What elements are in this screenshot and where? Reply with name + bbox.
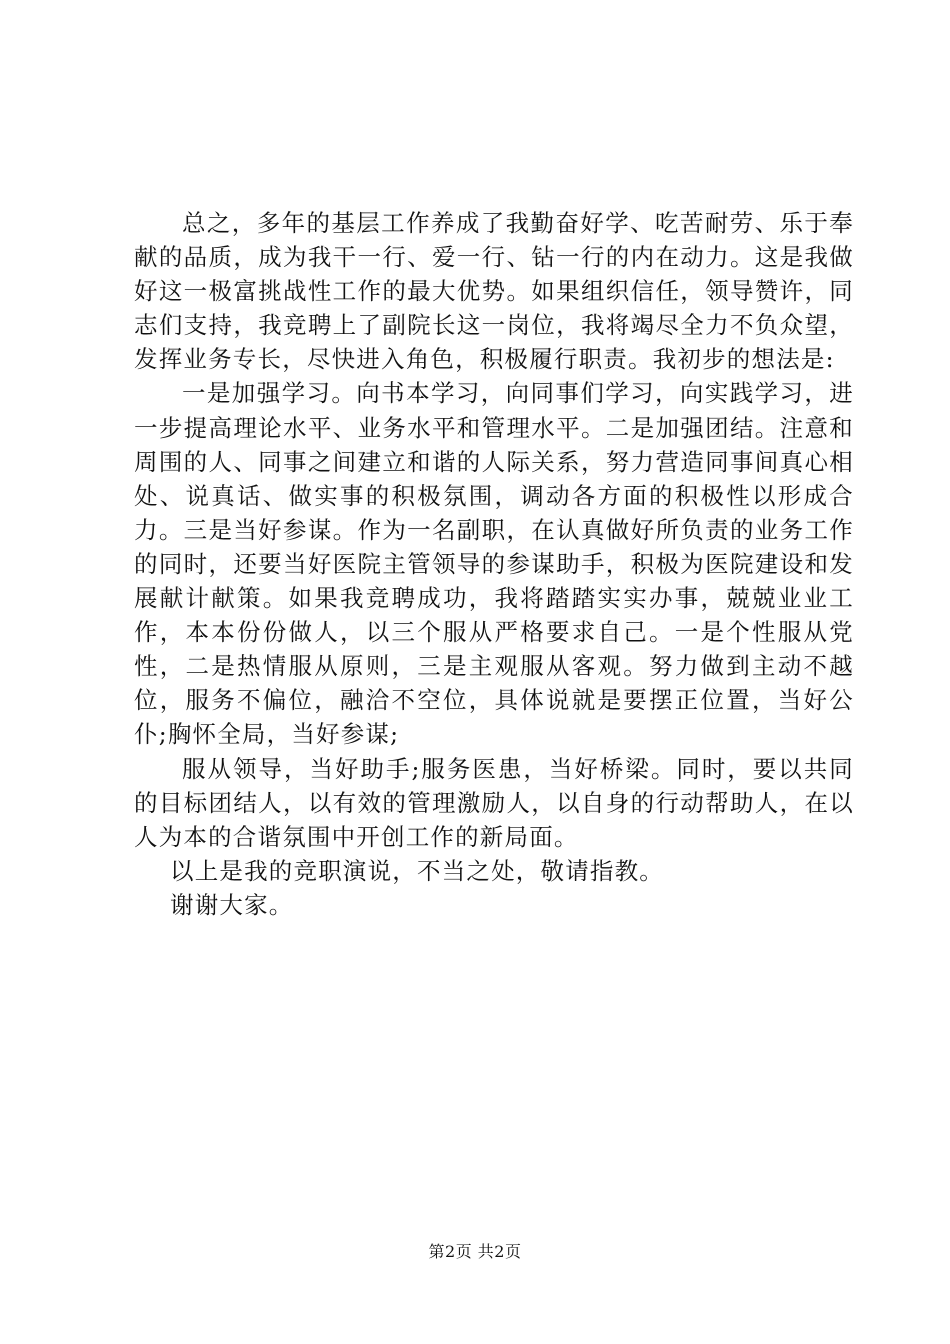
- paragraph-closing: 以上是我的竞职演说，不当之处，敬请指教。: [170, 856, 664, 885]
- paragraph-summary: 总之，多年的基层工作养成了我勤奋好学、吃苦耐劳、乐于奉献的品质，成为我干一行、爱一行、钻一行的内在动力。这是我做好这一极富挑战性工作的最大优势。如果组织信任，领导赞许，同志们支持，我竞聘上了副院长这一岗位，我将竭尽全力不负众望，发挥业务专长，尽快进入角色，积极履行职责。我初步的想法是:: [134, 209, 854, 374]
- paragraph-plans: 一是加强学习。向书本学习，向同事们学习，向实践学习，进一步提高理论水平、业务水平和管理水平。二是加强团结。注意和周围的人、同事之间建立和谐的人际关系，努力营造同事间真心相处、说真话、做实事的积极氛围，调动各方面的积极性以形成合力。三是当好参谋。作为一名副职，在认真做好所负责的业务工作的同时，还要当好医院主管领导的参谋助手，积极为医院建设和发展献计献策。如果我竞聘成功，我将踏踏实实办事，兢兢业业工作，本本份份做人，以三个服从严格要求自己。一是个性服从党性，二是热情服从原则，三是主观服从客观。努力做到主动不越位，服务不偏位，融洽不空位，具体说就是要摆正位置，当好公仆;胸怀全局，当好参谋;: [134, 379, 854, 749]
- document-body: [134, 206, 854, 922]
- paragraph-thanks: 谢谢大家。: [170, 890, 294, 919]
- paragraph-obey-leadership: 服从领导，当好助手;服务医患，当好桥梁。同时，要以共同的目标团结人，以有效的管理激励人，以自身的行动帮助人，在以人为本的合谐氛围中开创工作的新局面。: [134, 754, 854, 851]
- page-footer: 第2页 共2页: [428, 1242, 522, 1261]
